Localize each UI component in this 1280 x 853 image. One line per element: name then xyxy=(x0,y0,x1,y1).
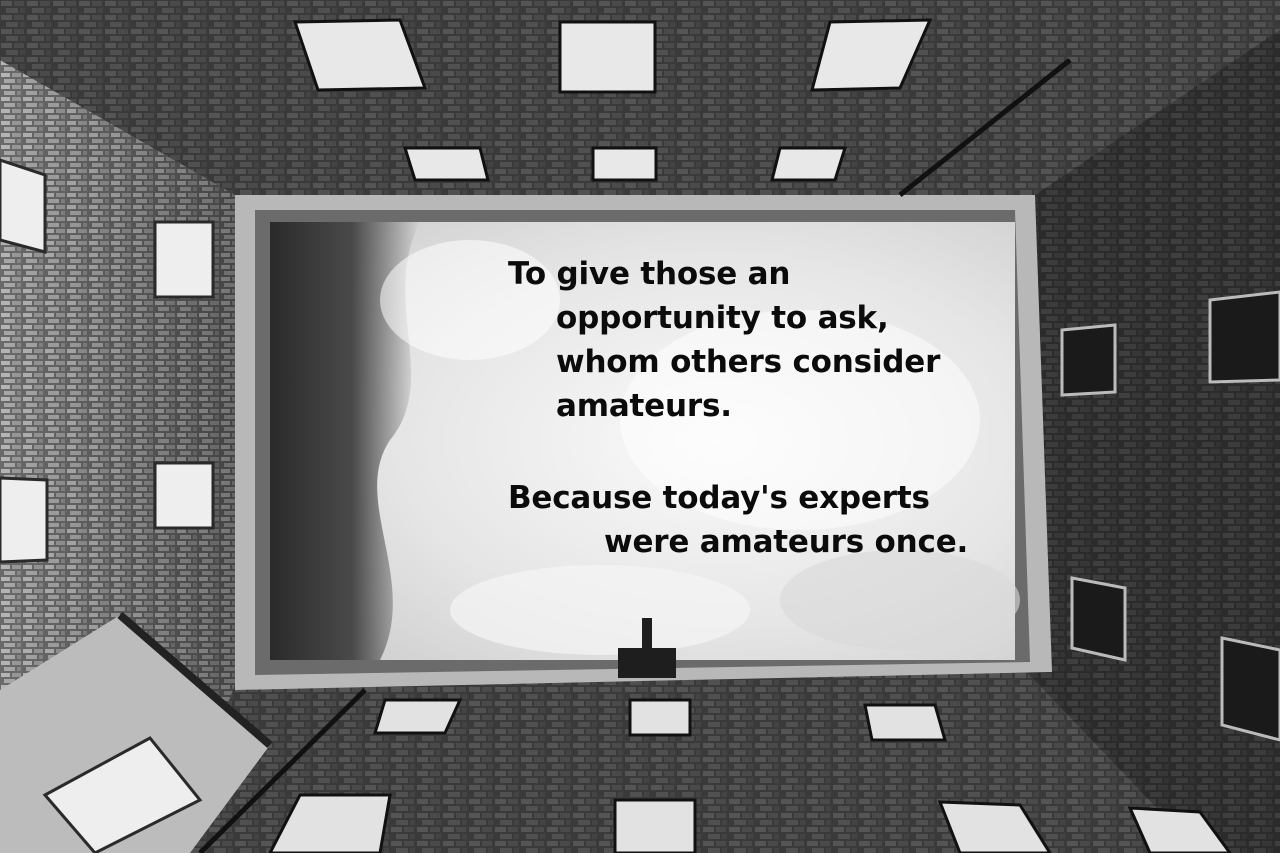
quote-line-6: were amateurs once. xyxy=(604,524,969,560)
quote-line-5: Because today's experts xyxy=(508,480,930,516)
quote-line-1: To give those an xyxy=(508,256,791,292)
quote-line-2: opportunity to ask, xyxy=(556,300,889,336)
quote-line-3: whom others consider xyxy=(556,344,941,380)
quote-line-4: amateurs. xyxy=(556,388,732,424)
